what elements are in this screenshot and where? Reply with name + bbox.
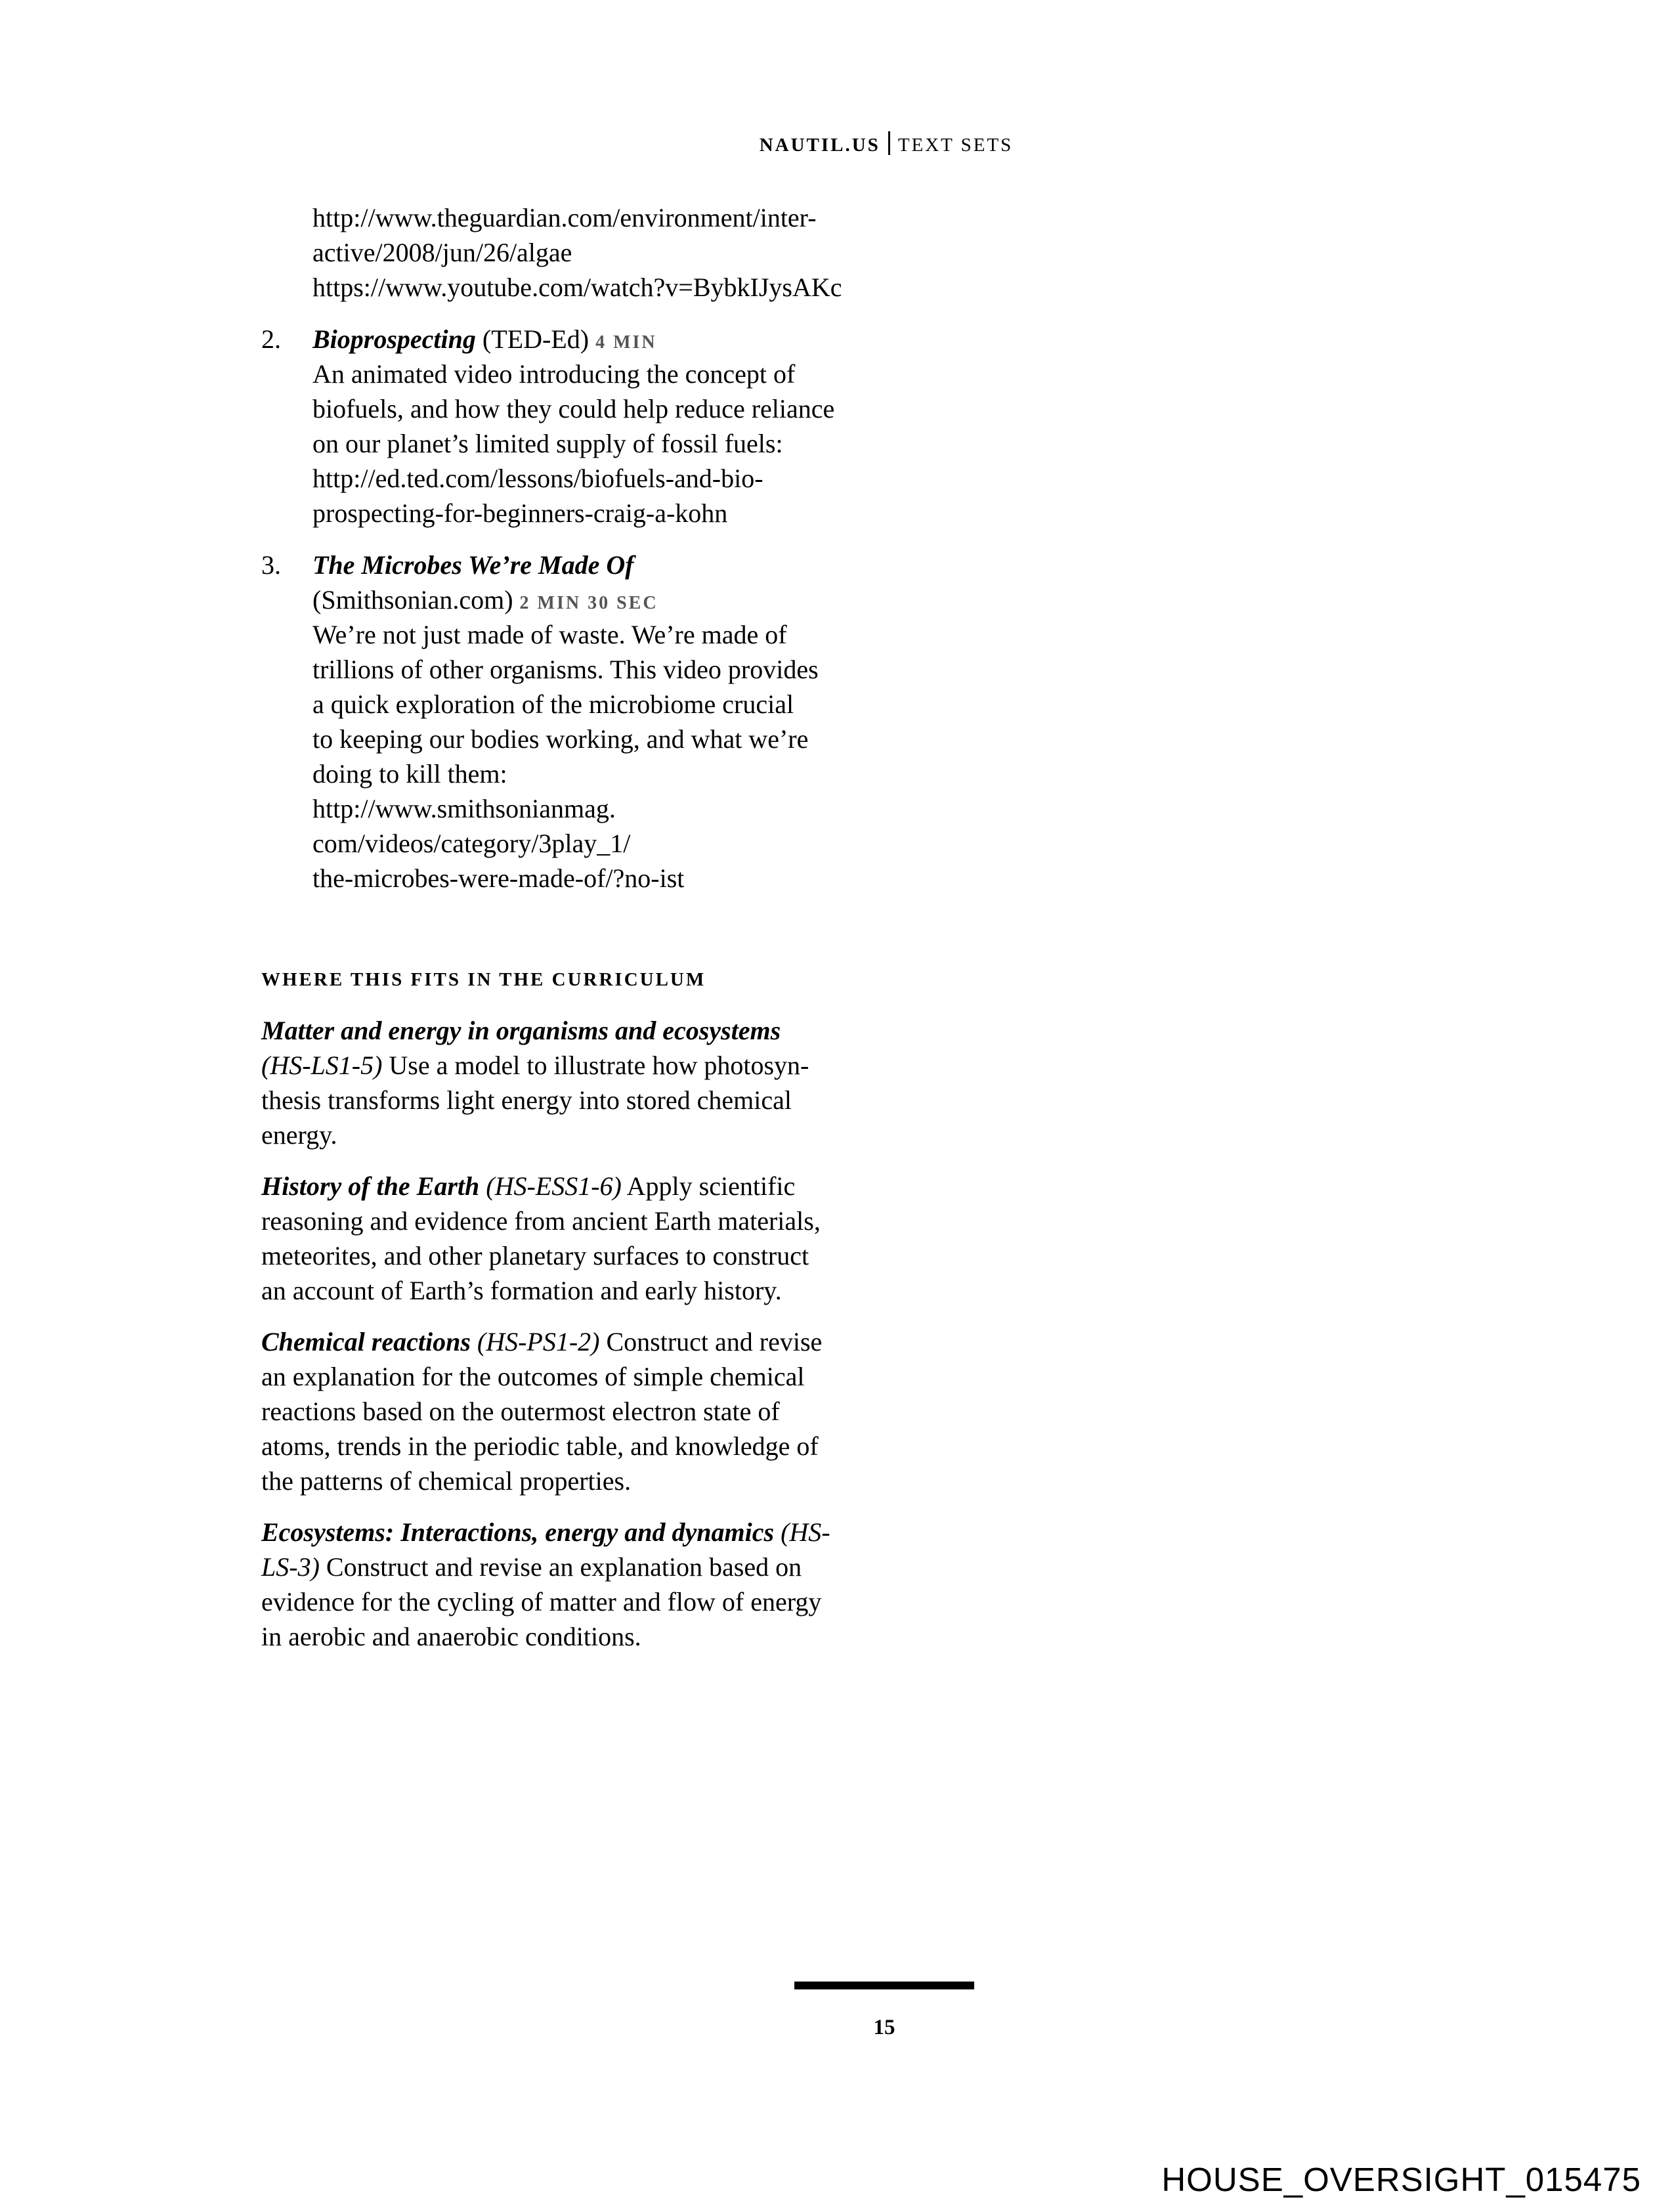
- curriculum-text-line: in aerobic and anaerobic conditions.: [261, 1622, 641, 1651]
- curriculum-text: Construct and revise an explanation based on: [326, 1552, 802, 1582]
- item-text-line: http://www.smithsonianmag.: [312, 794, 616, 823]
- item-text-line: trillions of other organisms. This video provides: [312, 655, 819, 684]
- item-source-line: [312, 582, 658, 620]
- curriculum-text-line: the patterns of chemical properties.: [261, 1466, 632, 1496]
- item-duration: 4 MIN: [595, 332, 657, 353]
- item-text-line: biofuels, and how they could help reduce reliance: [312, 394, 835, 423]
- item-duration: 2 MIN 30 SEC: [519, 593, 658, 613]
- curriculum-text-line: an explanation for the outcomes of simple chemical: [261, 1362, 805, 1391]
- item-text-line: on our planet’s limited supply of fossil fuels:: [312, 429, 783, 458]
- curriculum-text: Apply scientific: [626, 1171, 796, 1201]
- curriculum-entry-title-line: [261, 1013, 781, 1048]
- curriculum-entry-line: [261, 1048, 809, 1083]
- item-title-text: The Microbes We’re Made Of: [312, 550, 634, 580]
- curriculum-text-line: meteorites, and other planetary surfaces to construct: [261, 1241, 809, 1270]
- curriculum-text-line: atoms, trends in the periodic table, and knowledge of: [261, 1431, 819, 1461]
- curriculum-text: Use a model to illustrate how photosyn-: [389, 1051, 809, 1080]
- curriculum-entry-line: [261, 1169, 795, 1204]
- curriculum-entry-title: Matter and energy in organisms and ecosystems: [261, 1016, 781, 1045]
- curriculum-text-line: reactions based on the outermost electron state of: [261, 1397, 780, 1426]
- running-header: [0, 131, 1674, 156]
- header-brand: NAUTIL.US: [759, 135, 880, 156]
- page-number: 15: [873, 2016, 895, 2039]
- item-text-line: An animated video introducing the concept of: [312, 359, 796, 389]
- curriculum-text-line: evidence for the cycling of matter and flow of energy: [261, 1587, 822, 1616]
- item-text-line: http://ed.ted.com/lessons/biofuels-and-bio-: [312, 464, 763, 493]
- curriculum-text-line: energy.: [261, 1120, 337, 1150]
- curriculum-entry-title: Ecosystems: Interactions, energy and dynamics: [261, 1517, 775, 1547]
- continuation-line: active/2008/jun/26/algae: [312, 238, 572, 267]
- continuation-line: http://www.theguardian.com/environment/inter-: [312, 203, 817, 232]
- curriculum-text-line: reasoning and evidence from ancient Earth materials,: [261, 1206, 821, 1236]
- curriculum-text-line: an account of Earth’s formation and early history.: [261, 1276, 782, 1305]
- item-title: Bioprospecting: [312, 324, 476, 354]
- item-text-line: doing to kill them:: [312, 759, 507, 789]
- item-source: (Smithsonian.com): [312, 585, 513, 615]
- curriculum-entry-title: Chemical reactions: [261, 1327, 471, 1356]
- curriculum-code: (HS-LS1-5): [261, 1051, 383, 1080]
- item-title-line: [312, 322, 657, 360]
- item-title: [312, 548, 634, 582]
- item-text-line: to keeping our bodies working, and what we’re: [312, 724, 809, 754]
- item-text-line: prospecting-for-beginners-craig-a-kohn: [312, 498, 728, 528]
- item-number: 3.: [261, 550, 281, 580]
- document-stamp: HOUSE_OVERSIGHT_015475: [1161, 2161, 1641, 2198]
- curriculum-entry-line: [261, 1550, 802, 1584]
- curriculum-code: (HS-PS1-2): [477, 1327, 600, 1356]
- item-number: 2.: [261, 324, 281, 354]
- item-text-line: We’re not just made of waste. We’re made of: [312, 620, 787, 649]
- section-heading: WHERE THIS FITS IN THE CURRICULUM: [261, 969, 706, 990]
- header-section: TEXT SETS: [897, 135, 1014, 156]
- curriculum-entry-line: [261, 1324, 822, 1359]
- curriculum-entry-line: [261, 1515, 830, 1550]
- header-divider: [888, 131, 890, 155]
- curriculum-text: Construct and revise: [606, 1327, 823, 1356]
- item-text-line: a quick exploration of the microbiome crucial: [312, 689, 794, 719]
- item-text-line: the-microbes-were-made-of/?no-ist: [312, 863, 685, 893]
- curriculum-code: (HS-ESS1-6): [486, 1171, 622, 1201]
- curriculum-text-line: thesis transforms light energy into stored chemical: [261, 1085, 792, 1115]
- footer-rule: [794, 1982, 974, 1989]
- item-source: (TED-Ed): [482, 324, 590, 354]
- item-text-line: com/videos/category/3play_1/: [312, 829, 631, 858]
- curriculum-code: (HS-: [781, 1517, 830, 1547]
- curriculum-code: LS-3): [261, 1552, 320, 1582]
- continuation-line: https://www.youtube.com/watch?v=BybkIJysAKc: [312, 272, 842, 302]
- curriculum-entry-title: History of the Earth: [261, 1171, 480, 1201]
